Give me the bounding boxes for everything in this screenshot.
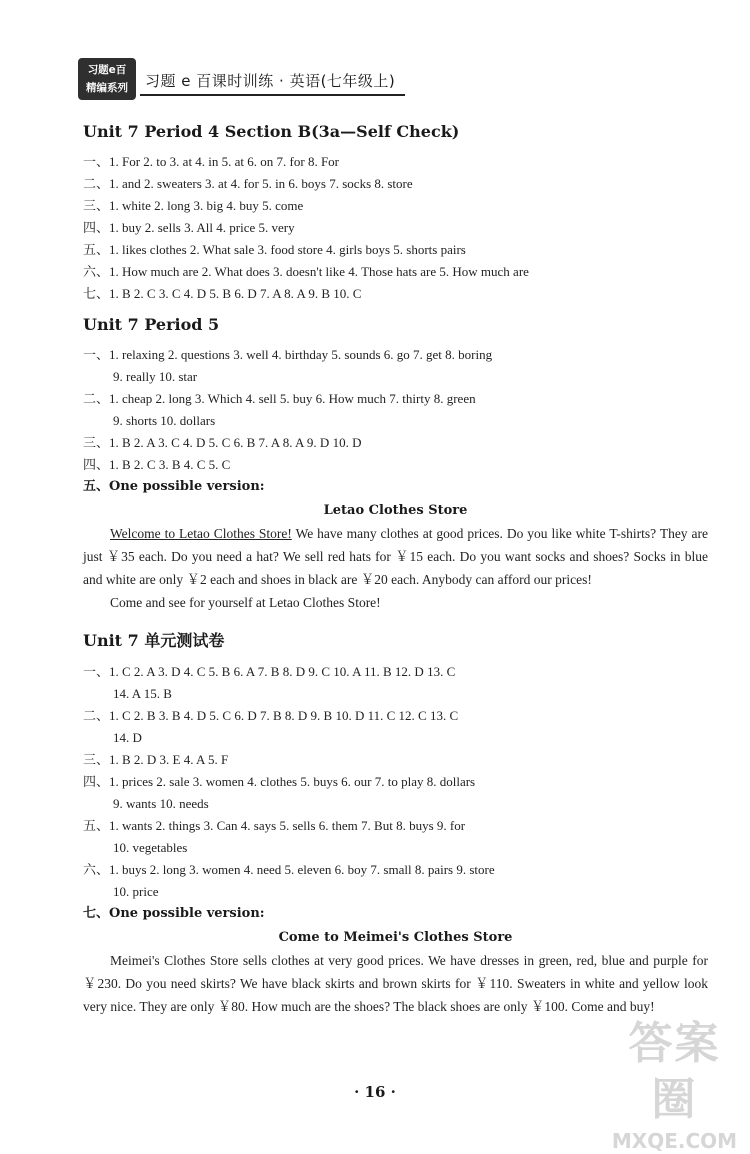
watermark-logo: 答案圈 <box>628 1018 721 1125</box>
answer-line: 三、1. B 2. D 3. E 4. A 5. F <box>83 752 229 767</box>
answer-line: 五、1. wants 2. things 3. Can 4. says 5. sells 6. them 7. But 8. buys 9. for <box>83 818 466 833</box>
page-number: · 16 · <box>354 1083 396 1101</box>
answer-line: 二、1. and 2. sweaters 3. at 4. for 5. in 6. boys 7. socks 8. store <box>83 176 413 191</box>
answer-content <box>83 120 708 1018</box>
answer-line: 10. price <box>113 884 159 899</box>
answer-line: 10. vegetables <box>113 840 188 855</box>
essay-body: We have many clothes at good prices. Do you like white T-shirts? They are just ￥35 each. Do you need a hat? We sell red hats for ￥15 each. Do you want socks and shoes? Socks in blue and white are only ￥2 each and shoes in black are ￥20 each. Anybody can afford our prices! <box>83 526 708 587</box>
answer-line: 二、1. C 2. B 3. B 4. D 5. C 6. D 7. B 8. D 9. B 10. D 11. C 12. C 13. C <box>83 708 459 723</box>
answer-line: 一、1. C 2. A 3. D 4. C 5. B 6. A 7. B 8. D 9. C 10. A 11. B 12. D 13. C <box>83 664 456 679</box>
answer-line: 五、1. likes clothes 2. What sale 3. food store 4. girls boys 5. shorts pairs <box>83 242 466 257</box>
answer-line: 四、1. buy 2. sells 3. All 4. price 5. very <box>83 220 295 235</box>
answer-line: 六、1. How much are 2. What does 3. doesn't like 4. Those hats are 5. How much are <box>83 264 529 279</box>
answer-line: 三、1. white 2. long 3. big 4. buy 5. come <box>83 198 304 213</box>
answer-line: 六、1. buys 2. long 3. women 4. need 5. eleven 6. boy 7. small 8. pairs 9. store <box>83 862 495 877</box>
answer-line: 七、1. B 2. C 3. C 4. D 5. B 6. D 7. A 8. A 9. B 10. C <box>83 286 362 301</box>
essay-title: Come to Meimei's Clothes Store <box>278 930 513 945</box>
answer-line: 三、1. B 2. A 3. C 4. D 5. C 6. B 7. A 8. A 9. D 10. D <box>83 435 362 450</box>
essay-label: 七、One possible version: <box>83 906 265 921</box>
header-rule <box>140 94 405 96</box>
series-logo <box>78 58 136 100</box>
answer-line: 一、1. For 2. to 3. at 4. in 5. at 6. on 7. for 8. For <box>83 154 340 169</box>
series-logo-line2: 精编系列 <box>86 82 128 94</box>
answer-line: 9. shorts 10. dollars <box>113 413 216 428</box>
section-heading: Unit 7 Period 4 Section B(3a—Self Check) <box>83 122 460 141</box>
section-heading: Unit 7 单元测试卷 <box>83 631 225 650</box>
watermark-domain: MXQE.COM <box>611 1129 738 1153</box>
section-heading: Unit 7 Period 5 <box>83 315 220 334</box>
essay-paragraph: Come and see for yourself at Letao Clothes Store! <box>110 595 381 610</box>
answer-line: 四、1. prices 2. sale 3. women 4. clothes 5. buys 6. our 7. to play 8. dollars <box>83 774 476 789</box>
answer-line: 9. wants 10. needs <box>113 796 209 811</box>
answer-line: 9. really 10. star <box>113 369 198 384</box>
answer-line: 14. D <box>113 730 142 745</box>
essay-title: Letao Clothes Store <box>323 503 468 518</box>
answer-line: 四、1. B 2. C 3. B 4. C 5. C <box>83 457 231 472</box>
essay-opening-underlined: Welcome to Letao Clothes Store! <box>110 526 292 541</box>
answer-line: 14. A 15. B <box>113 686 172 701</box>
essay-paragraph <box>83 522 708 591</box>
watermark <box>607 1016 742 1153</box>
answer-line: 二、1. cheap 2. long 3. Which 4. sell 5. buy 6. How much 7. thirty 8. green <box>83 391 476 406</box>
series-logo-line1: 习题e百 <box>87 64 127 76</box>
essay-paragraph: Meimei's Clothes Store sells clothes at very good prices. We have dresses in green, red, blue and purple for ￥230. Do you need skirts? We have black skirts and brown skirts for ￥110. Sweaters in white and yellow look very nice. They are only ￥80. How much are the shoes? The black shoes are only ￥100. Come and buy! <box>83 953 708 1014</box>
essay-label: 五、One possible version: <box>83 479 265 494</box>
answer-line: 一、1. relaxing 2. questions 3. well 4. birthday 5. sounds 6. go 7. get 8. boring <box>83 347 493 362</box>
book-title: 习题 e 百课时训练 · 英语(七年级上) <box>145 72 396 90</box>
